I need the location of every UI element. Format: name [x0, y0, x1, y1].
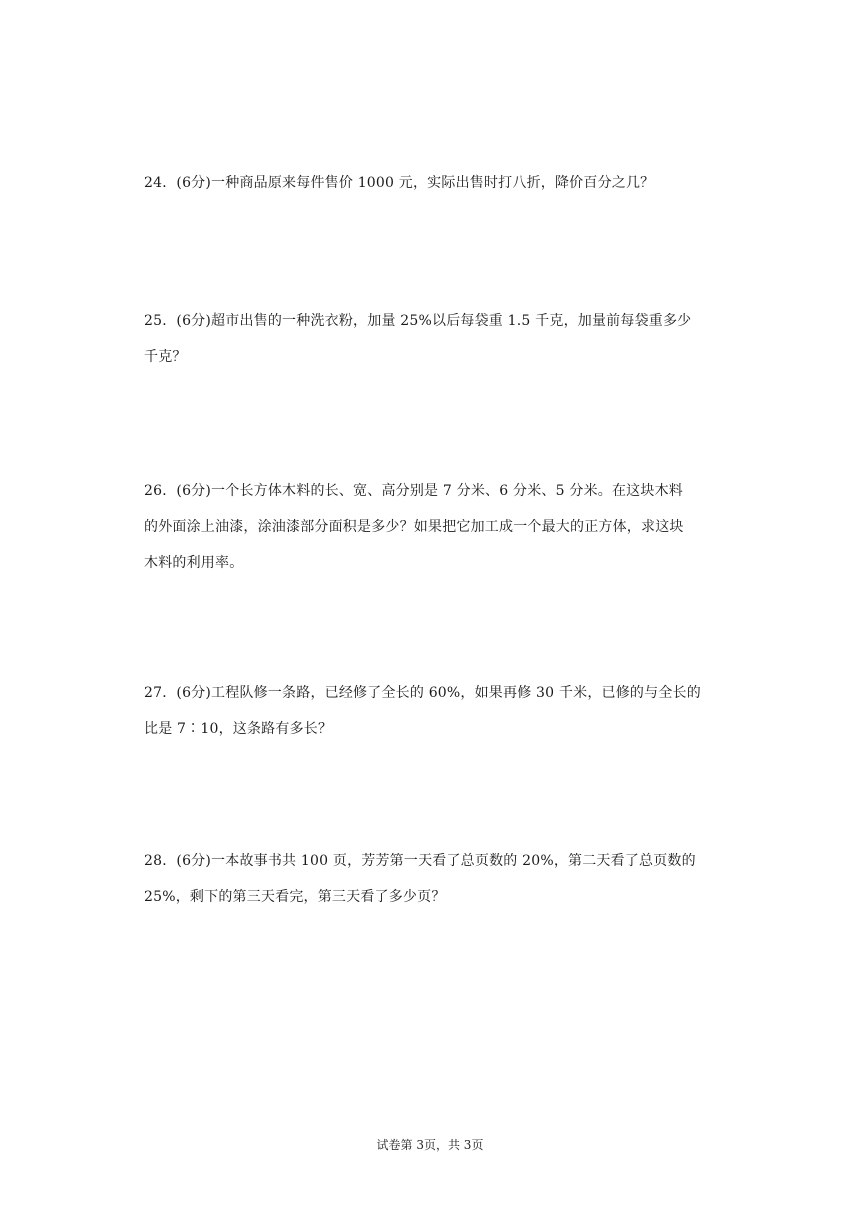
question-26-line-1: 26．(6分)一个长方体木料的长、宽、高分别是 7 分米、6 分米、5 分米。在这块木料	[144, 483, 683, 499]
question-25-line-2: 千克？	[144, 349, 187, 365]
question-27-line-1: 27．(6分)工程队修一条路，已经修了全长的 60%，如果再修 30 千米，已修的与全长的	[144, 685, 701, 701]
question-25-line-1: 25．(6分)超市出售的一种洗衣粉，加量 25%以后每袋重 1.5 千克，加量前每袋重多少	[144, 313, 692, 329]
question-28-line-1: 28．(6分)一本故事书共 100 页，芳芳第一天看了总页数的 20%，第二天看了总页数的	[144, 853, 696, 869]
question-27	[144, 675, 724, 747]
question-26-line-2: 的外面涂上油漆，涂油漆部分面积是多少？如果把它加工成一个最大的正方体，求这块	[144, 519, 684, 535]
page-footer: 试卷第 3页，共 3页	[376, 1138, 484, 1152]
question-24	[144, 165, 724, 201]
question-28	[144, 843, 724, 915]
question-26-line-3: 木料的利用率。	[144, 555, 244, 571]
question-24-line-1: 24．(6分)一种商品原来每件售价 1000 元，实际出售时打八折，降价百分之几？	[144, 175, 655, 191]
question-28-line-2: 25%，剩下的第三天看完，第三天看了多少页？	[144, 889, 446, 905]
question-25	[144, 303, 724, 375]
question-27-line-2: 比是 7∶10，这条路有多长？	[144, 721, 333, 737]
question-26	[144, 473, 724, 581]
